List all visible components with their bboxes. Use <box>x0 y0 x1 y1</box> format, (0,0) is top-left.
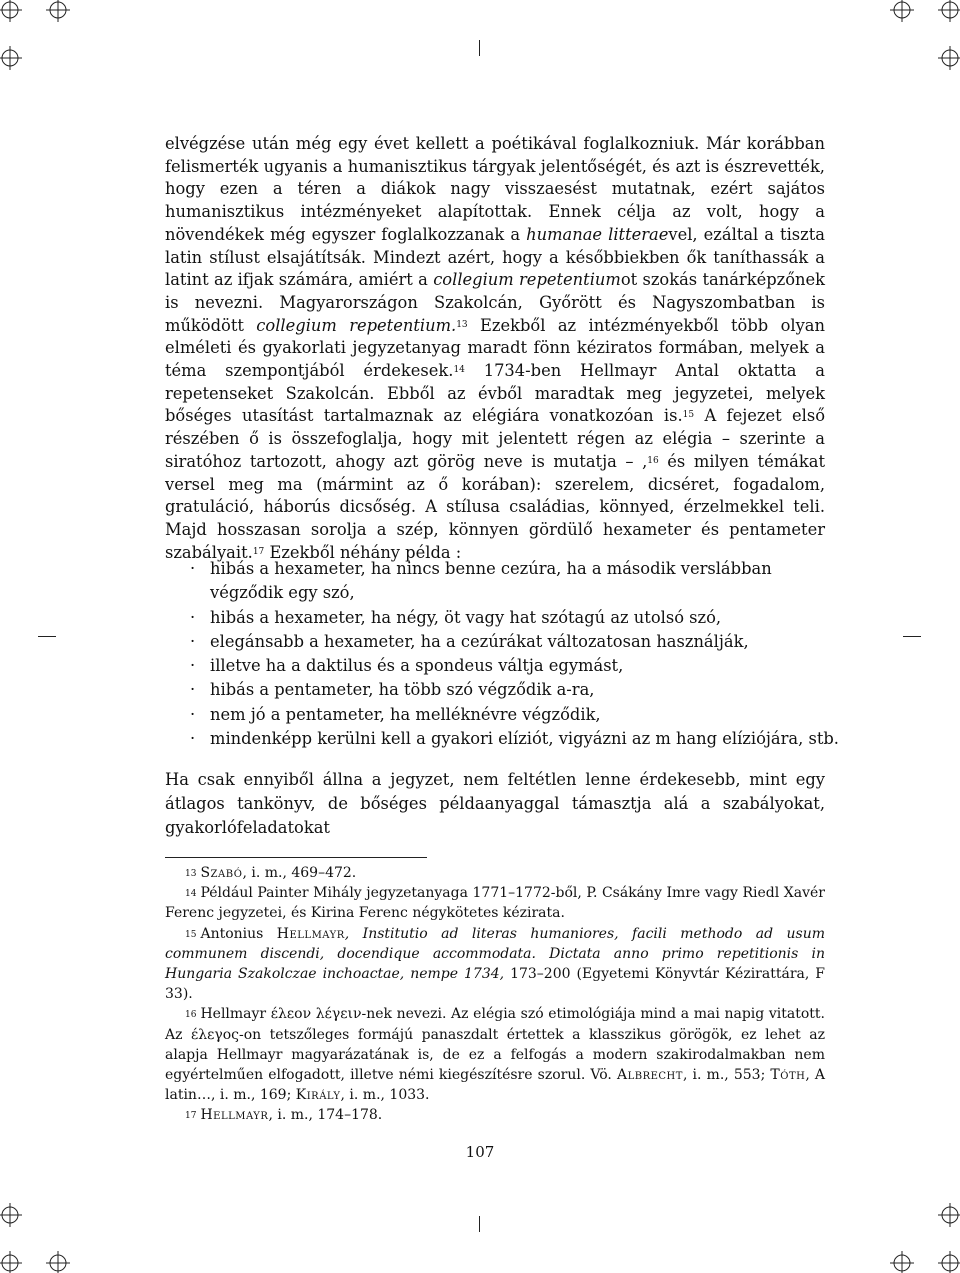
paragraph-1: elvégzése után még egy évet kellett a poétikával foglalkozniuk. Már korábban felismerték ugyanis a humanisztikus tárgyak jelentőségét, és azt is észrevették, hogy ezen a téren a diákok nagy visszaesést mutatnak, ezért sajátos humanisztikus intézményeket alapítottak. Ennek célja az volt, hogy a növendékek még egyszer foglalkozzanak a humanae litteraevel, ezáltal a tiszta latin stílust elsajátítsák. Mindezt azért, hogy a későbbiekben ők taníthassák a latint az ifjak számára, amiért a collegium repetentiumot szokás tanárképzőnek is nevezni. Magyarországon Szakolcán, Győrött és Nagyszombatban is működött collegium repetentium.$^{13}$ Ezekből az intézményekből több olyan elméleti és gyakorlati jegyzetanyag maradt fönn kéziratos formában, melyek a téma szempontjából érdekesek.$^{14}$ 1734-ben Hellmayr Antal oktatta a repetenseket Szakolcán. Ebből az évből maradtak meg jegyzetei, melyek bőséges utasítást tartalmaznak az elégiára vonatkozóan is.$^{15}$ A fejezet első részében ő is összefoglalja, hogy mit jelentett régen az elégia – szerinte a siratóhoz tartozott, ahogy azt görög neve is mutatja – ,$^{16}$ és milyen témákat versel meg ma (mármint az ő korában): szerelem, dicséret, fogadalom, gratuláció, háborús dicsőség. A stílusa családias, könnyed, érzelmekkel teli. Majd hosszasan sorolja a szép, könnyen gördülő hexameter és pentameter szabályait.$^{17}$ Ezekből néhány példa : <box>165 134 825 562</box>
registration-mark-bottom-right <box>880 1193 960 1273</box>
page-number: 107 <box>465 1143 495 1161</box>
registration-mark-top-left <box>0 0 80 80</box>
footnotes <box>165 863 825 1126</box>
registration-mark-top-right <box>880 0 960 80</box>
footnote-ref-17[interactable]: 17 <box>252 546 265 557</box>
crop-tick-bottom <box>479 1216 480 1232</box>
body-paragraph <box>165 133 825 564</box>
crosshair-icon <box>0 1193 80 1273</box>
list-item: · hibás a hexameter, ha négy, öt vagy hat szótagú az utolsó szó, <box>190 606 840 630</box>
crosshair-icon <box>0 0 80 80</box>
list-item: · mindenképp kerülni kell a gyakori elíziót, vigyázni az m hang elíziójára, stb. <box>190 727 840 751</box>
crosshair-icon <box>880 1193 960 1273</box>
crosshair-icon <box>880 0 960 80</box>
footnote-17: $^{17}$ Hellmayr, i. m., 174–178. <box>185 1107 383 1124</box>
footnote-ref-14[interactable]: 14 <box>453 365 465 376</box>
footnote-16: $^{16}$ Hellmayr έλεον λέγειν-nek nevezi. Az elégia szó etimológiája mind a mai napig vitatott. Az έλεγος-on tetszőleges formájú panaszdalt értettek a klasszikus görögök, ez lehet az alapja Hellmayr magyarázatának is, de ez a felfogás a modern szakirodalmakban nem egyértelműen elfogadott, illetve némi kiegészítésre szorul. Vö. Albrecht, i. m., 553; Tóth, A latin…, i. m., 169; Király, i. m., 1033. <box>165 1006 826 1104</box>
rules-list <box>190 557 840 751</box>
list-item: · hibás a pentameter, ha több szó végződik a-ra, <box>190 678 840 702</box>
footnote-ref-13[interactable]: 13 <box>456 319 468 330</box>
footnote-15: $^{15}$ Antonius Hellmayr, Institutio ad literas humaniores, facili methodo ad usum communem discendi, docendique accommodata. Dictata anno primo repetitionis in Hungaria Szakolczae inchoactae, nempe 1734, 173–200 (Egyetemi Könyvtár Kézirattára, F 33). <box>165 925 826 1003</box>
footnote-ref-16[interactable]: 16 <box>647 455 659 466</box>
crop-tick-top <box>479 40 480 56</box>
registration-mark-bottom-left <box>0 1193 80 1273</box>
list-item: · elegánsabb a hexameter, ha a cezúrákat változatosan használják, <box>190 630 840 654</box>
list-item: · hibás a hexameter, ha nincs benne cezúra, ha a második verslábban végződik egy szó, <box>190 557 840 606</box>
crop-tick-right <box>903 636 921 637</box>
list-item: · illetve ha a daktilus és a spondeus váltja egymást, <box>190 654 840 678</box>
footnote-13: $^{13}$ Szabó, i. m., 469–472. <box>185 865 357 881</box>
paragraph-2: Ha csak ennyiből állna a jegyzet, nem feltétlen lenne érdekesebb, mint egy átlagos tankönyv, de bőséges példaanyaggal támasztja alá a szabályokat, gyakorlófeladatokat <box>165 770 825 837</box>
footnote-14: $^{14}$ Például Painter Mihály jegyzetanyaga 1771–1772-ből, P. Csákány Imre vagy Riedl Xavér Ferenc jegyzetei, és Kirina Ferenc négykötetes kézirata. <box>165 885 825 922</box>
footnote-ref-15[interactable]: 15 <box>682 410 695 421</box>
crop-tick-left <box>38 636 56 637</box>
footnote-separator <box>165 857 427 858</box>
list-item: · nem jó a pentameter, ha melléknévre végződik, <box>190 703 840 727</box>
